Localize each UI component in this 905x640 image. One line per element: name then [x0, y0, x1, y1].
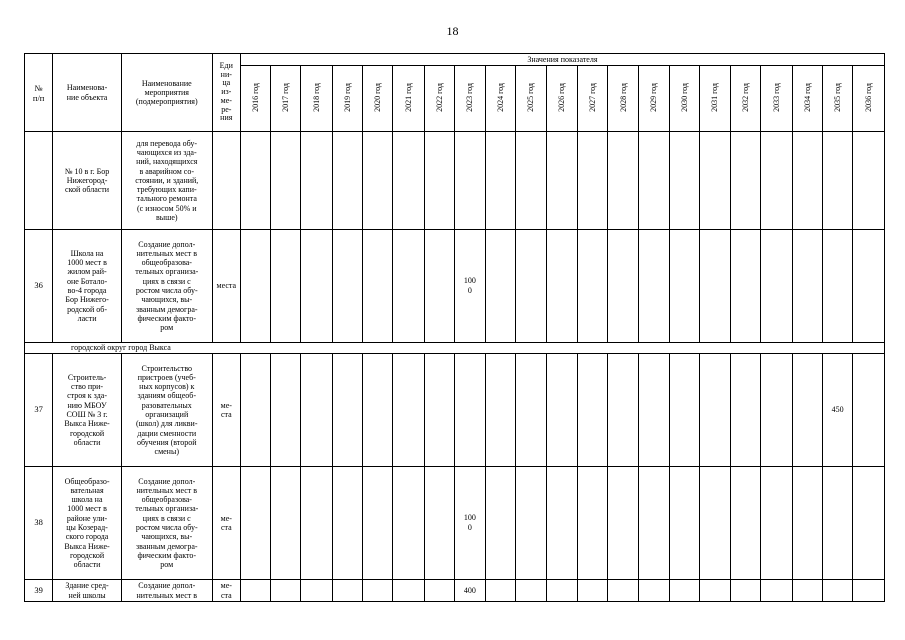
row-number: 38: [25, 467, 53, 580]
table-row: [25, 580, 885, 602]
year-2034: 2034 год: [792, 66, 822, 132]
unit: ме- ста: [212, 354, 240, 467]
year-2021: 2021 год: [393, 66, 424, 132]
header-unit: Еди ни- ца из- ме- ре- ния: [212, 54, 240, 132]
year-2028: 2028 год: [608, 66, 639, 132]
header-row-1: [25, 54, 885, 66]
year-2017: 2017 год: [271, 66, 301, 132]
object-name: Общеобразо- вательная школа на 1000 мест в районе ули- цы Козерад- ского города Выкса Ниже- городской области: [53, 467, 122, 580]
object-name: Школа на 1000 мест в жилом рай- оне Ботало- во-4 города Бор Нижего- родской об- ласти: [53, 230, 122, 343]
row-number: [25, 132, 53, 230]
year-2036: 2036 год: [853, 66, 885, 132]
measure-name: Создание допол- нительных мест в общеобразова- тельных организа- циях в связи с ростом числа обу- чающихся, вы- званным демогра- фическим факто- ром: [121, 230, 212, 343]
measure-name: для перевода обу- чающихся из зда- ний, находящихся в аварийном со- стоянии, и зданий, требующих капи- тального ремонта (с износом 50% и выше): [121, 132, 212, 230]
header-measure: Наименование мероприятия (подмероприятия): [121, 54, 212, 132]
year-2033: 2033 год: [761, 66, 792, 132]
year-2019: 2019 год: [332, 66, 362, 132]
year-2022: 2022 год: [424, 66, 454, 132]
year-2035: 2035 год: [822, 66, 852, 132]
year-2018: 2018 год: [301, 66, 332, 132]
year-2025: 2025 год: [516, 66, 546, 132]
value-2023: 100 0: [454, 230, 485, 343]
section-label: городской округ город Выкса: [25, 343, 885, 354]
value-2035: 450: [822, 354, 852, 467]
unit: [212, 132, 240, 230]
header-values: Значения показателя: [240, 54, 884, 66]
object-name: № 10 в г. Бор Нижегород- ской области: [53, 132, 122, 230]
row-number: 36: [25, 230, 53, 343]
header-object: Наименова- ние объекта: [53, 54, 122, 132]
object-name: Здание сред- ней школы: [53, 580, 122, 602]
value-2023: 100 0: [454, 467, 485, 580]
measure-name: Создание допол- нительных мест в общеобразова- тельных организа- циях в связи с ростом числа обу- чающихся, вы- званным демогра- фическим факто- ром: [121, 467, 212, 580]
table-row: [25, 354, 885, 467]
table-row: [25, 230, 885, 343]
table-row: [25, 132, 885, 230]
year-2024: 2024 год: [486, 66, 516, 132]
year-2030: 2030 год: [669, 66, 699, 132]
indicator-table: [24, 53, 885, 602]
year-2029: 2029 год: [639, 66, 669, 132]
row-number: 37: [25, 354, 53, 467]
year-2016: 2016 год: [240, 66, 270, 132]
header-number: № п/п: [25, 54, 53, 132]
unit: ме- ста: [212, 580, 240, 602]
page-number: 18: [446, 24, 459, 38]
unit: места: [212, 230, 240, 343]
year-2032: 2032 год: [731, 66, 761, 132]
year-2031: 2031 год: [699, 66, 730, 132]
table-row: [25, 467, 885, 580]
row-number: 39: [25, 580, 53, 602]
year-2023: 2023 год: [454, 66, 485, 132]
unit: ме- ста: [212, 467, 240, 580]
measure-name: Создание допол- нительных мест в: [121, 580, 212, 602]
section-row: [25, 343, 885, 354]
year-2027: 2027 год: [577, 66, 607, 132]
year-2020: 2020 год: [362, 66, 392, 132]
value-2023: 400: [454, 580, 485, 602]
measure-name: Строительство пристроев (учеб- ных корпусов) к зданиям общеоб- разовательных организаций (школ) для ликви- дации сменности обучения (второй смены): [121, 354, 212, 467]
object-name: Строитель- ство при- строя к зда- нию МБОУ СОШ № 3 г. Выкса Ниже- городской области: [53, 354, 122, 467]
year-2026: 2026 год: [546, 66, 577, 132]
